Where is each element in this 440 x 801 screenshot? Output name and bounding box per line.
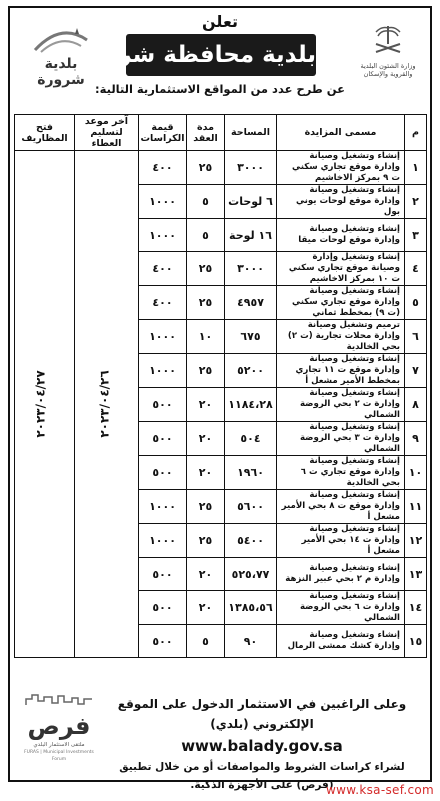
row-price: ٥٠٠: [139, 456, 187, 490]
row-index: ١٤: [405, 591, 427, 625]
row-index: ٤: [405, 252, 427, 286]
furas-subtitle-en: FURAS | Municipal Investments Forum: [24, 750, 94, 762]
municipality-logo: [20, 26, 102, 88]
row-name: إنشاء وتشغيل وصيانة وإدارة موقع ت ١١ تجاري بمخطط الأمير مشعل أ: [277, 354, 405, 388]
row-price: ٤٠٠: [139, 286, 187, 320]
row-term: ٢٥: [187, 490, 225, 524]
col-header-price: قيمة الكراسات: [139, 115, 187, 151]
row-area: ٦٧٥: [225, 320, 277, 354]
footer-line-3: لشراء كراسات الشروط والمواصفات أو من خلال تطبيق (فرص) على الأجهزة الذكية.: [119, 761, 405, 791]
row-index: ١: [405, 151, 427, 185]
footer-line-1: وعلى الراغبين في الاستثمار الدخول على الموقع الإلكتروني (بلدي): [117, 697, 407, 731]
deadline-cell: [75, 151, 139, 658]
opening-cell: [15, 151, 75, 658]
table-row: [15, 151, 427, 185]
row-name: إنشاء وتشغيل وصيانة وإدارة ت ٦ بحي الروضة الشمالي: [277, 591, 405, 625]
row-index: ٥: [405, 286, 427, 320]
row-price: ٥٠٠: [139, 558, 187, 591]
row-price: ٤٠٠: [139, 252, 187, 286]
row-price: ١٠٠٠: [139, 354, 187, 388]
row-index: ١٣: [405, 558, 427, 591]
row-term: ٢٠: [187, 558, 225, 591]
title-banner: [77, 34, 316, 76]
row-index: ١١: [405, 490, 427, 524]
furas-logo: [18, 692, 100, 763]
ministry-name: وزارة الشئون البلدية والقروية والإسكان: [360, 62, 416, 78]
row-area: ٦ لوحات: [225, 185, 277, 219]
col-header-opening: فتح المظاريف: [15, 115, 75, 151]
row-area: ٣٠٠٠: [225, 252, 277, 286]
col-header-deadline: آخر موعد لتسليم العطاء: [75, 115, 139, 151]
row-price: ١٠٠٠: [139, 320, 187, 354]
page-subtitle: عن طرح عدد من المواقع الاستثمارية التالية:: [95, 82, 345, 96]
row-index: ٢: [405, 185, 427, 219]
row-index: ٧: [405, 354, 427, 388]
row-name: إنشاء وتشغيل وصيانة وإدارة موقع تجاري سكني (ت ٩) بمخطط ثماني: [277, 286, 405, 320]
row-name: إنشاء وتشغيل وصيانة وإدارة م ٢ بحي عبير النزهة: [277, 558, 405, 591]
row-name: ترميم وتشغيل وصيانة وإدارة محلات تجارية (ت ٢) بحي الخالدية: [277, 320, 405, 354]
row-name: إنشاء وتشغيل وصيانة وإدارة موقع لوحات يوني بول: [277, 185, 405, 219]
col-header-term: مدة العقد: [187, 115, 225, 151]
deadline-date: ٢٠٢٣/٠٤/٢٦: [97, 370, 112, 438]
row-name: إنشاء وتشغيل وإدارة وصيانة موقع تجاري سكني ت ١٠ بمركز الاخاشيم: [277, 252, 405, 286]
row-area: ٥٠٤: [225, 422, 277, 456]
announcement-header: [10, 8, 430, 114]
row-name: إنشاء وتشغيل وصيانة وإدارة موقع تجاري سكني ت ٩ بمركز الاخاشيم: [277, 151, 405, 185]
row-price: ١٠٠٠: [139, 185, 187, 219]
row-index: ١٠: [405, 456, 427, 490]
table-header-row: [15, 115, 427, 151]
row-term: ٢٥: [187, 524, 225, 558]
row-area: ٥٦٠٠: [225, 490, 277, 524]
footer-instructions: [102, 694, 422, 794]
furas-name: فرص: [27, 712, 91, 740]
announces-label: تعلن: [202, 12, 238, 31]
row-name: إنشاء وتشغيل وصيانة وإدارة ت ١٤ بحي الأمير مشعل أ: [277, 524, 405, 558]
row-area: ٣٠٠٠: [225, 151, 277, 185]
row-index: ١٢: [405, 524, 427, 558]
furas-subtitle: ملتقى الاستثمار البلدي: [33, 742, 85, 748]
row-index: ٣: [405, 219, 427, 252]
row-term: ٢٥: [187, 252, 225, 286]
row-name: إنشاء وتشغيل وصيانة وإدارة موقع تجاري ت ٦ بحي الخالدية: [277, 456, 405, 490]
balady-url-link[interactable]: www.balady.gov.sa: [181, 737, 343, 755]
skyline-wave-icon: [24, 693, 94, 707]
auction-table: [14, 114, 427, 658]
row-price: ٥٠٠: [139, 388, 187, 422]
row-index: ١٥: [405, 625, 427, 658]
row-term: ٢٠: [187, 422, 225, 456]
row-price: ١٠٠٠: [139, 524, 187, 558]
row-price: ١٠٠٠: [139, 219, 187, 252]
row-area: ٥٤٠٠: [225, 524, 277, 558]
row-term: ٢٠: [187, 456, 225, 490]
row-term: ٢٠: [187, 591, 225, 625]
row-price: ١٠٠٠: [139, 490, 187, 524]
row-name: إنشاء وتشغيل وصيانة وإدارة ت ٢ بحي الروضة الشمالي: [277, 388, 405, 422]
row-name: إنشاء وتشغيل وصيانة وإدارة كشك ممشى الرمال: [277, 625, 405, 658]
row-price: ٥٠٠: [139, 591, 187, 625]
row-index: ٨: [405, 388, 427, 422]
col-header-area: المساحة: [225, 115, 277, 151]
row-area: ١٣٨٥،٥٦: [225, 591, 277, 625]
row-name: إنشاء وتشغيل وصيانة وإدارة موقع لوحات ميقا: [277, 219, 405, 252]
row-price: ٥٠٠: [139, 422, 187, 456]
row-area: ٥٢٠٠: [225, 354, 277, 388]
row-term: ٢٥: [187, 354, 225, 388]
row-term: ٢٥: [187, 286, 225, 320]
row-area: ١٩٦٠: [225, 456, 277, 490]
row-term: ١٠: [187, 320, 225, 354]
row-term: ٥: [187, 185, 225, 219]
row-area: ٥٢٥،٧٧: [225, 558, 277, 591]
row-name: إنشاء وتشغيل وصيانة وإدارة موقع ت ٨ بحي الأمير مشعل أ: [277, 490, 405, 524]
row-area: ١٦ لوحة: [225, 219, 277, 252]
page-title: بلدية محافظة شرورة: [77, 42, 316, 68]
municipality-logo-text: بلدية شرورة: [37, 56, 85, 88]
row-area: ٤٩٥٧: [225, 286, 277, 320]
row-term: ٥: [187, 625, 225, 658]
dune-arc-logo-icon: [31, 26, 91, 54]
col-header-index: م: [405, 115, 427, 151]
col-header-name: مسمى المزايدة: [277, 115, 405, 151]
row-index: ٩: [405, 422, 427, 456]
row-name: إنشاء وتشغيل وصيانة وإدارة ت ٣ بحي الروضة الشمالي: [277, 422, 405, 456]
source-watermark: www.ksa-sef.com: [326, 783, 434, 797]
row-term: ٢٥: [187, 151, 225, 185]
row-term: ٥: [187, 219, 225, 252]
row-term: ٢٠: [187, 388, 225, 422]
row-index: ٦: [405, 320, 427, 354]
row-price: ٥٠٠: [139, 625, 187, 658]
row-area: ٩٠: [225, 625, 277, 658]
row-area: ١١٨٤،٢٨: [225, 388, 277, 422]
opening-date: ٢٠٢٣/٠٤/٢٧: [33, 370, 48, 438]
row-price: ٤٠٠: [139, 151, 187, 185]
